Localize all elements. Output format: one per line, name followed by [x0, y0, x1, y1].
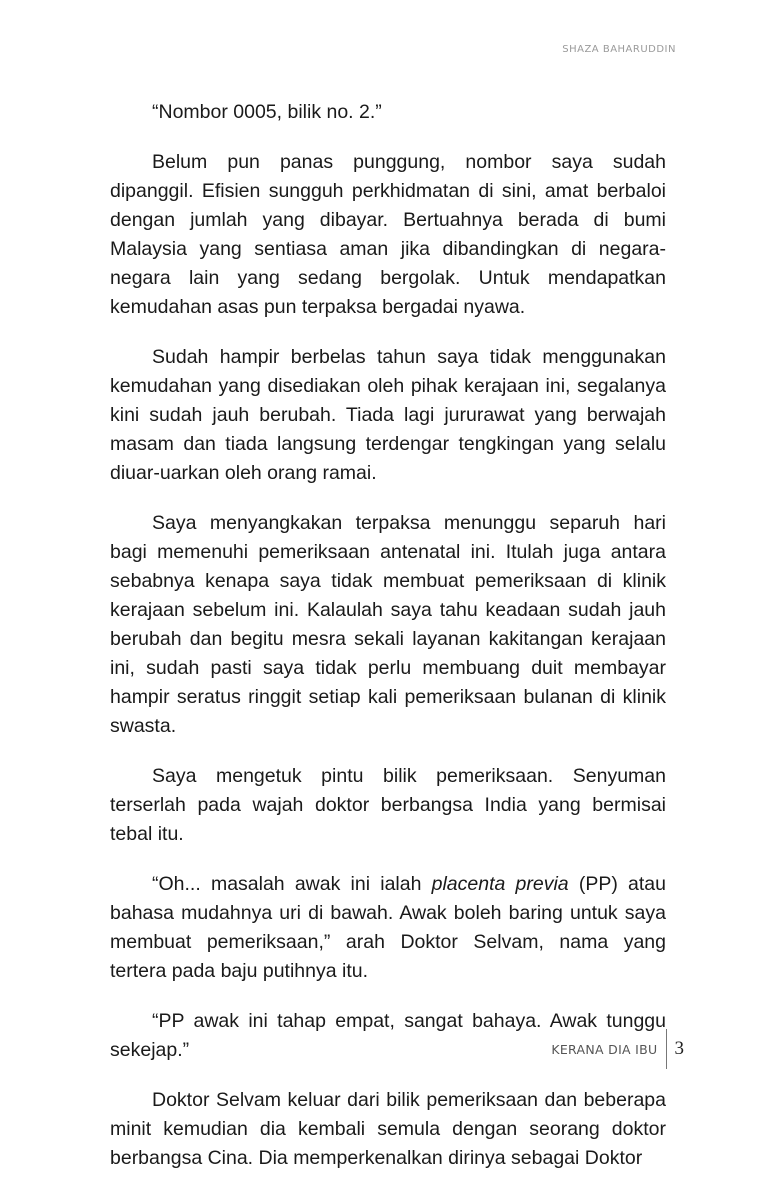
- paragraph-2: Belum pun panas punggung, nombor saya sudah dipanggil. Efisien sungguh perkhidmatan di sini, amat berbaloi dengan jumlah yang dibayar. Bertuahnya berada di bumi Malaysia yang sentiasa aman jika dibandingkan di negara-negara lain yang sedang bergolak. Untuk mendapatkan kemudahan asas pun terpaksa bergadai nyawa.: [110, 151, 666, 318]
- footer-divider: [666, 1029, 667, 1069]
- page-number: 3: [674, 1038, 684, 1059]
- paragraph-7: “PP awak ini tahap empat, sangat bahaya. Awak tunggu sekejap.”: [110, 1010, 666, 1061]
- paragraph-4: Saya menyangkakan terpaksa menunggu separuh hari bagi memenuhi pemeriksaan antenatal ini. Itulah juga antara sebabnya kenapa saya tidak membuat pemeriksaan di klinik kerajaan sebelum ini. Kalaulah saya tahu keadaan sudah jauh berubah dan begitu mesra sekali layanan kakitangan kerajaan ini, sudah pasti saya tidak perlu membuang duit membayar hampir seratus ringgit setiap kali pemeriksaan bulanan di klinik swasta.: [110, 512, 666, 737]
- running-header-author: SHAZA BAHARUDDIN: [562, 44, 676, 55]
- paragraph-6-text-before: “Oh... masalah awak ini ialah: [152, 873, 432, 895]
- paragraph-6: [110, 870, 666, 986]
- paragraph-3: Sudah hampir berbelas tahun saya tidak menggunakan kemudahan yang disediakan oleh pihak kerajaan ini, segalanya kini sudah jauh berubah. Tiada lagi jururawat yang berwajah masam dan tiada langsung terdengar tengkingan yang selalu diuar-uarkan oleh orang ramai.: [110, 346, 666, 484]
- paragraph-6-text-after: (PP) atau bahasa mudahnya uri di bawah. Awak boleh baring untuk saya membuat pemeriksaan,” arah Doktor Selvam, nama yang tertera pada baju putihnya itu.: [110, 873, 666, 982]
- paragraph-1: “Nombor 0005, bilik no. 2.”: [152, 101, 382, 123]
- paragraph-5: Saya mengetuk pintu bilik pemeriksaan. Senyuman terserlah pada wajah doktor berbangsa India yang bermisai tebal itu.: [110, 765, 666, 845]
- page-body: [110, 98, 666, 1194]
- paragraph-6-italic-term: placenta previa: [431, 873, 569, 895]
- paragraph-8: Doktor Selvam keluar dari bilik pemeriksaan dan beberapa minit kemudian dia kembali semula dengan seorang doktor berbangsa Cina. Dia memperkenalkan dirinya sebagai Doktor: [110, 1089, 666, 1169]
- footer-book-title: KERANA DIA IBU: [551, 1041, 658, 1057]
- page-footer: [551, 1034, 684, 1064]
